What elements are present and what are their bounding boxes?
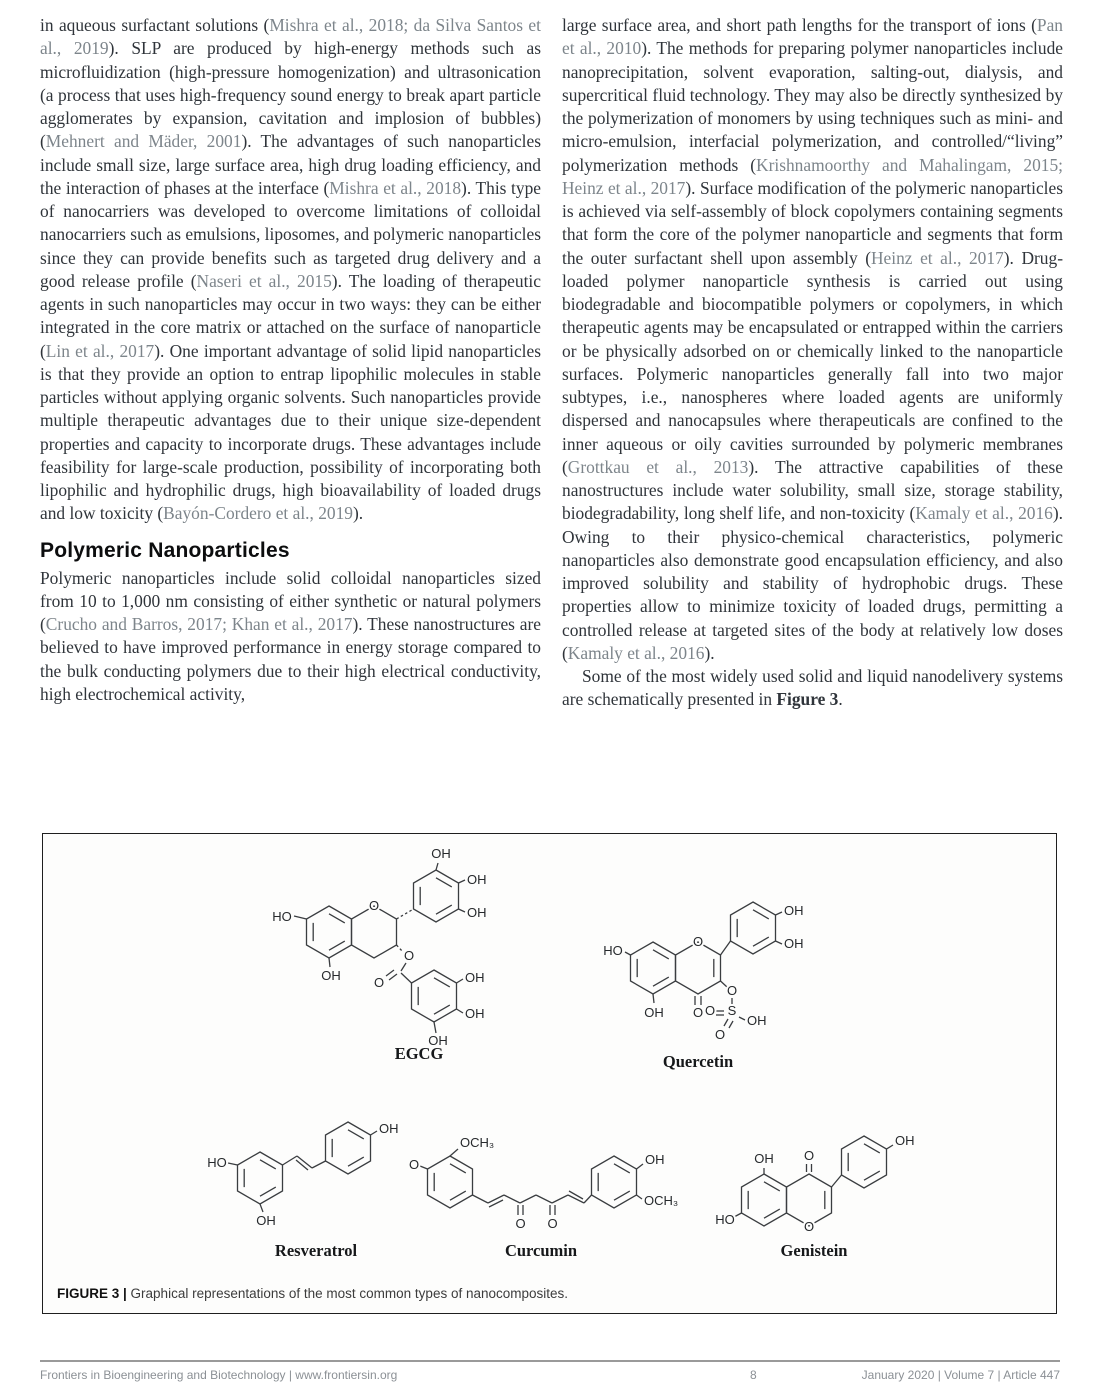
- text-run: ). One important advantage of solid lipid nanoparticles is that they provide an option to entrap lipophilic molecules in stable particles without applying organic solvents. Such nanoparticles provide multiple therapeutic advantages due to their unique size-dependent properties and capacity to incorporate drugs. These advantages include feasibility for large-scale production, possibility of incorporating both lipophilic and hydrophilic drugs, high bioavailability of loaded drugs and low toxicity (: [40, 340, 541, 524]
- citation: Naseri et al., 2015: [196, 270, 332, 291]
- molecule-label: Genistein: [780, 1241, 848, 1260]
- section-heading: Polymeric Nanoparticles: [40, 538, 290, 562]
- text-run: .: [838, 689, 843, 710]
- atom-label: OH: [428, 1033, 448, 1048]
- molecule-resveratrol: [171, 1112, 431, 1272]
- paragraph: [562, 14, 1063, 665]
- atom-label: O: [403, 948, 415, 963]
- paragraph: [562, 665, 1063, 712]
- molecule-label: Curcumin: [504, 1241, 578, 1260]
- bold-text: Figure 3: [776, 689, 839, 710]
- text-run: ). Drug-loaded polymer nanoparticle synthesis is carried out using biodegradable and biocompatible polymers or copolymers, in which therapeutic agents may be encapsulated or entrapped within the carriers or be physically adsorbed on or chemically linked to the nanoparticle surfaces. Polymeric nanoparticles generally fall into two major subtypes, i.e., nanospheres where loaded agents are uniformly dispersed and nanocapsules where therapeuticals are confined to the inner aqueous or oily cavities surrounded by polymeric membranes (: [562, 247, 1063, 477]
- paragraph: [40, 567, 541, 707]
- atom-label: OH: [784, 936, 804, 951]
- text-run: ).: [704, 642, 715, 663]
- molecule-egcg-structure: [251, 844, 581, 1064]
- paragraph: [40, 14, 541, 526]
- atom-label: OH: [465, 970, 485, 985]
- citation: Kamaly et al., 2016: [567, 642, 705, 663]
- atom-label: OH: [379, 1121, 399, 1136]
- atom-label: HO: [715, 1212, 735, 1227]
- atom-label: OCH₃: [460, 1135, 495, 1150]
- atom-label: OCH₃: [644, 1193, 679, 1208]
- atom-label: S: [727, 1003, 737, 1018]
- text-run: ). The loading of therapeutic agents in such nanoparticles may occur in two ways: they can be either integrated in the core matrix or attached on the surface of nanoparticle (: [40, 270, 541, 361]
- atom-label: OH: [467, 872, 487, 887]
- atom-label: OH: [754, 1151, 774, 1166]
- atom-label: OH: [431, 846, 451, 861]
- atom-label: OH: [467, 905, 487, 920]
- atom-label: OH: [644, 1005, 664, 1020]
- citation: Bayón-Cordero et al., 2019: [163, 503, 353, 524]
- atom-label: O: [373, 975, 385, 990]
- text-run: ).: [352, 503, 364, 524]
- citation: Kamaly et al., 2016: [915, 503, 1053, 524]
- molecule-genistein-structure: [701, 1112, 991, 1272]
- footer-journal: Frontiers in Bioengineering and Biotechnology | www.frontiersin.org: [40, 1368, 398, 1382]
- molecule-quercetin-structure: [581, 884, 841, 1084]
- molecule-curcumin-structure: [401, 1112, 701, 1272]
- citation: Lin et al., 2017: [45, 340, 155, 361]
- footer-issue: January 2020 | Volume 7 | Article 447: [861, 1368, 1060, 1382]
- molecule-resveratrol-structure: [171, 1112, 431, 1272]
- bold-text: FIGURE 3 |: [57, 1286, 131, 1301]
- text-run: ). SLP are produced by high-energy methods such as microfluidization (high-pressure homogenization) and ultrasonication (a process that uses high-frequency sound energy to break apart particle agglomerates by expansion, cavitation and implosion of bubbles) (: [40, 38, 541, 152]
- atom-label: HO: [603, 943, 623, 958]
- atom-label: O: [692, 934, 704, 949]
- left-column: [40, 14, 541, 706]
- page-footer: [40, 1368, 1060, 1382]
- molecule-label: EGCG: [394, 1044, 444, 1063]
- atom-label: OH: [465, 1006, 485, 1021]
- atom-label: OH: [784, 903, 804, 918]
- citation: Mishra et al., 2018: [329, 177, 462, 198]
- text-run: ). The methods for preparing polymer nanoparticles include nanoprecipitation, solvent evaporation, salting-out, dialysis, and supercritical fluid technology. They may also be directly synthesized by the polymerization of monomers by using techniques such as mini- and micro-emulsion, interfacial polymerization, and controlled/“living” polymerization methods (: [562, 38, 1063, 175]
- citation: Mishra et al., 2018; da Silva Santos et al., 2019: [40, 15, 541, 59]
- atom-label: O: [547, 1216, 558, 1231]
- atom-label: OH: [747, 1013, 767, 1028]
- text-run: ). This type of nanocarriers was developed to overcome limitations of colloidal nanocarriers such as emulsions, liposomes, and polymeric nanoparticles since they can provide benefits such as targeted drug delivery and a good release profile (: [40, 177, 541, 291]
- text-run: Graphical representations of the most common types of nanocomposites.: [130, 1286, 569, 1301]
- atom-label: OH: [895, 1133, 915, 1148]
- text-run: large surface area, and short path lengths for the transport of ions (: [562, 15, 1037, 35]
- atom-label: HO: [272, 909, 292, 924]
- atom-label: O: [726, 983, 738, 998]
- atom-label: O: [704, 1003, 716, 1018]
- citation: Pan et al., 2010: [562, 15, 1063, 59]
- text-run: ). Owing to their physico-chemical characteristics, polymeric nanoparticles also demonstrate good encapsulation efficiency, and also improved solubility and stability of hydrophobic drugs. These properties allow to minimize toxicity of loaded drugs, permitting a controlled release at targeted sites of the body at relatively low doses (: [562, 503, 1063, 663]
- text-run: Some of the most widely used solid and liquid nanodelivery systems are schematically presented in: [562, 666, 1063, 710]
- molecule-label: Resveratrol: [274, 1241, 358, 1260]
- molecule-quercetin: [581, 884, 841, 1084]
- citation: Mehnert and Mäder, 2001: [45, 131, 242, 152]
- atom-label: OH: [321, 968, 341, 983]
- text-run: ). These nanostructures are believed to have improved performance in energy storage compared to the bulk conducting polymers due to their high electrical conductivity, high electrochemical activity,: [40, 614, 541, 704]
- footer-page-number: 8: [750, 1368, 757, 1382]
- atom-label: O: [714, 1027, 726, 1042]
- atom-label: HO: [207, 1155, 227, 1170]
- text-run: ). The attractive capabilities of these nanostructures include water solubility, small size, storage stability, biodegradability, long shelf life, and non-toxicity (: [562, 456, 1063, 524]
- text-run: ). Surface modification of the polymeric nanoparticles is achieved via self-assembly of block copolymers containing segments that form the core of the polymer nanoparticle and segments that form the outer surfactant shell upon assembly (: [562, 177, 1063, 268]
- atom-label: O: [408, 1157, 420, 1172]
- text-run: in aqueous surfactant solutions (: [40, 15, 270, 35]
- atom-label: O: [803, 1148, 815, 1163]
- molecule-egcg: [251, 844, 581, 1064]
- molecule-curcumin: [401, 1112, 701, 1272]
- figure-3-panel: [42, 833, 1057, 1314]
- citation: Crucho and Barros, 2017; Khan et al., 2017: [45, 614, 353, 634]
- atom-label: O: [368, 898, 380, 913]
- figure-caption: [57, 1286, 568, 1301]
- footer-divider: [40, 1360, 1060, 1362]
- atom-label: O: [692, 1005, 704, 1020]
- molecule-genistein: [701, 1112, 991, 1272]
- citation: Krishnamoorthy and Mahalingam, 2015; Heinz et al., 2017: [562, 154, 1063, 198]
- atom-label: O: [803, 1219, 815, 1234]
- atom-label: O: [515, 1216, 526, 1231]
- molecule-label: Quercetin: [662, 1052, 734, 1071]
- text-run: ). The advantages of such nanoparticles include small size, large surface area, high drug loading efficiency, and the interaction of phases at the interface (: [40, 131, 541, 198]
- citation: Grottkau et al., 2013: [567, 456, 749, 477]
- text-run: Polymeric nanoparticles include solid colloidal nanoparticles sized from 10 to 1,000 nm consisting of either synthetic or natural polymers (: [40, 567, 541, 634]
- right-column: [562, 14, 1063, 712]
- citation: Heinz et al., 2017: [871, 247, 1004, 268]
- atom-label: OH: [256, 1213, 276, 1228]
- atom-label: OH: [645, 1152, 665, 1167]
